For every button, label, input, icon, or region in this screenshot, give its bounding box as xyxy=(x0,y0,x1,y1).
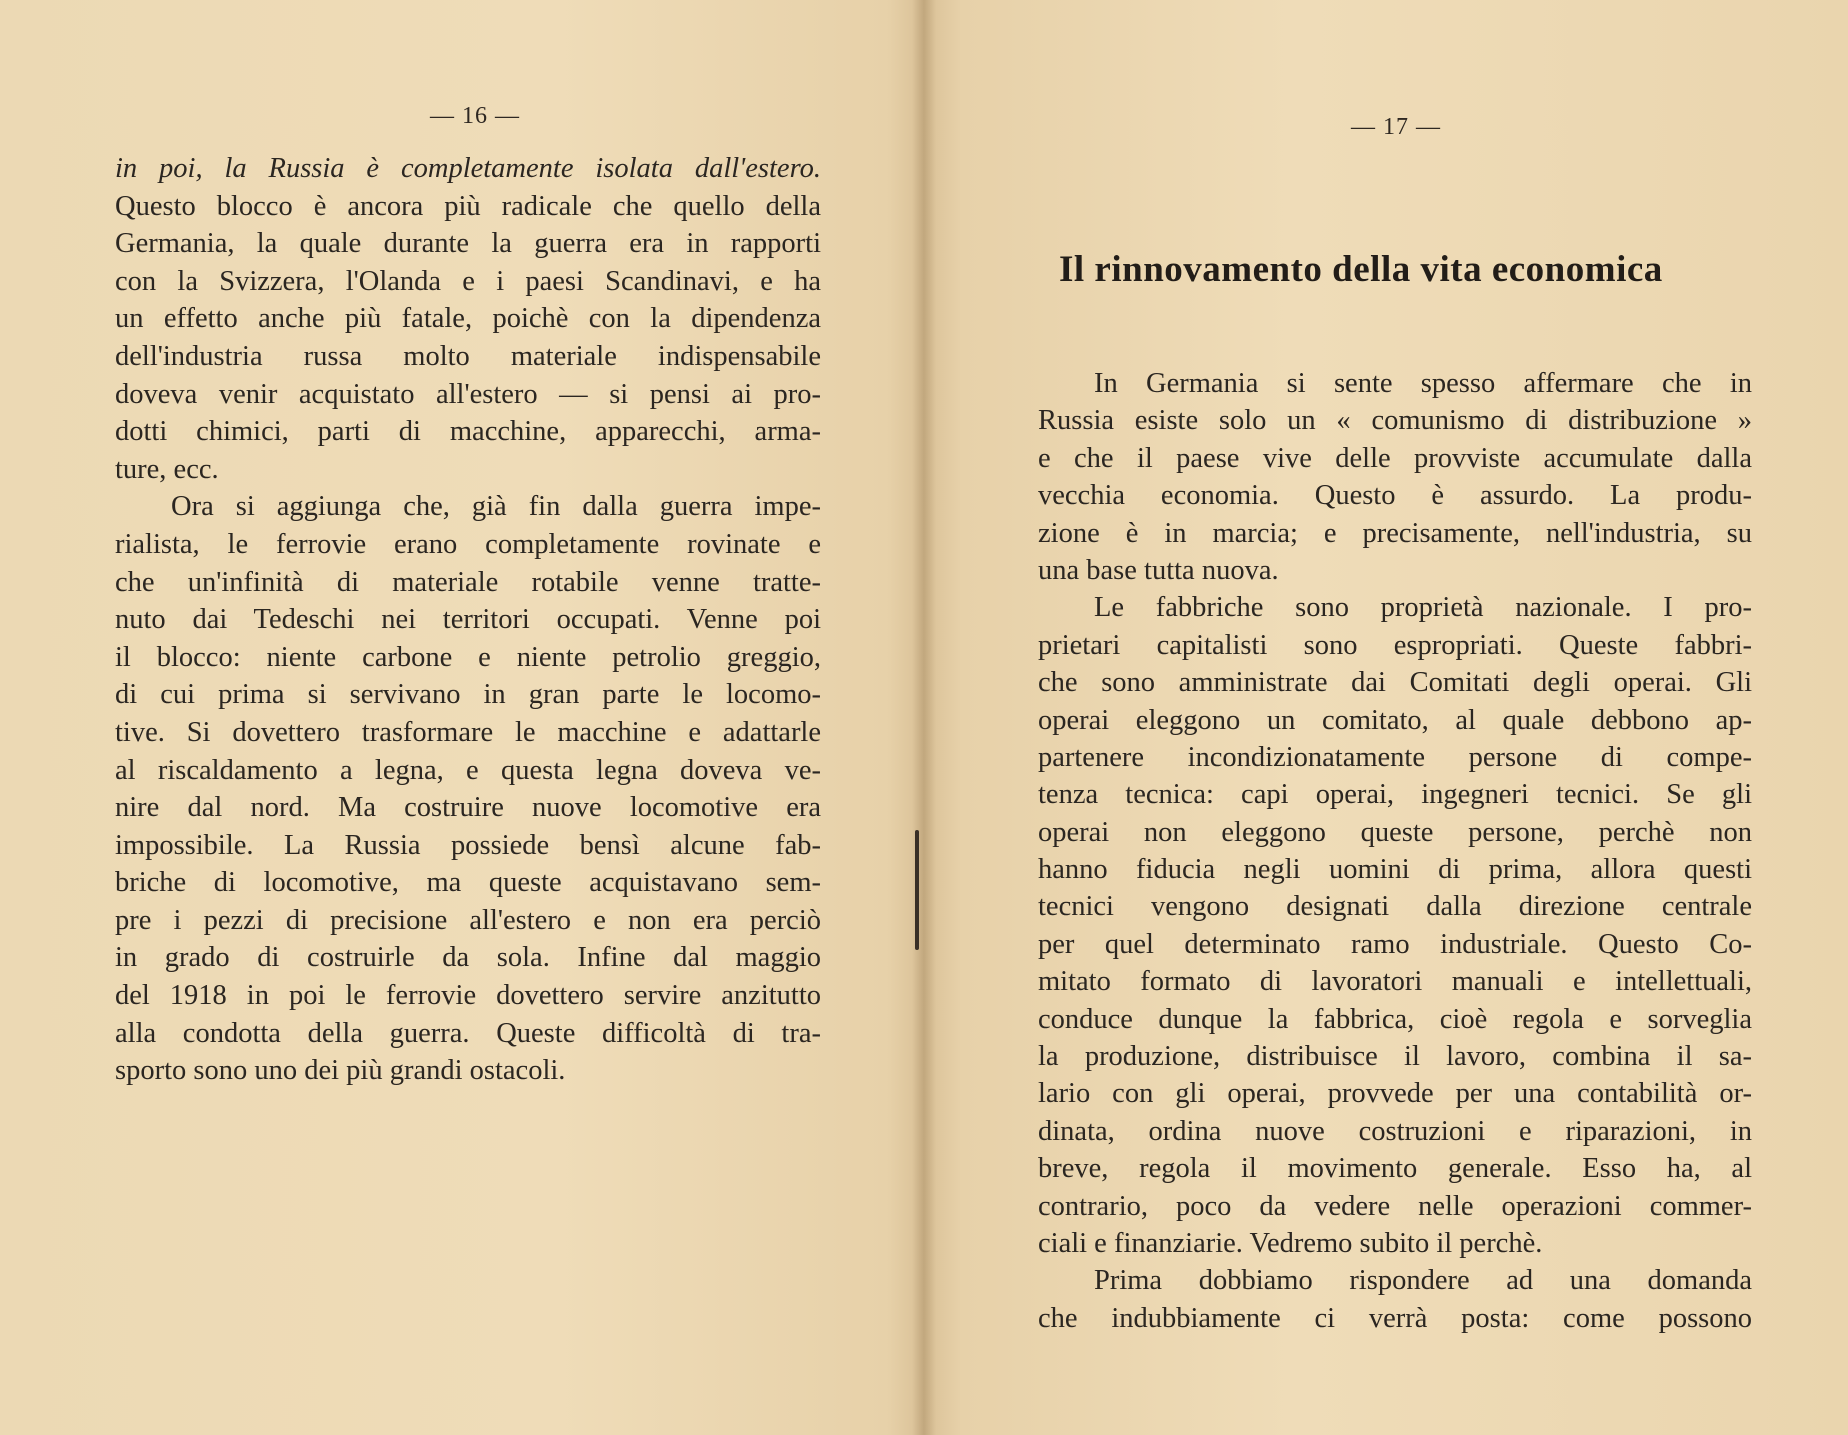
text-line: al riscaldamento a legna, e questa legna doveva ve- xyxy=(115,754,821,786)
text-line: e che il paese vive delle provviste accumulate dalla xyxy=(1038,442,1752,474)
text-line: partenere incondizionatamente persone di compe- xyxy=(1038,741,1752,773)
text-line: In Germania si sente spesso affermare che in xyxy=(1094,368,1752,399)
page-number: — 17 — xyxy=(1351,114,1441,140)
text-line: lario con gli operai, provvede per una contabilità or- xyxy=(1038,1078,1752,1110)
text-line: in poi, la Russia è completamente isolata dall'estero. xyxy=(115,153,821,184)
body-text xyxy=(115,150,821,1090)
text-line: che sono amministrate dai Comitati degli operai. Gli xyxy=(1038,667,1752,699)
text-line: ciali e finanziarie. Vedremo subito il perchè. xyxy=(1038,1227,1543,1259)
text-line: nuto dai Tedeschi nei territori occupati. Venne poi xyxy=(115,604,821,636)
left-page xyxy=(0,0,912,1435)
text-line: dotti chimici, parti di macchine, apparecchi, arma- xyxy=(115,416,821,448)
text-line: del 1918 in poi le ferrovie dovettero servire anzitutto xyxy=(115,980,821,1012)
text-line: nire dal nord. Ma costruire nuove locomotive era xyxy=(115,792,821,824)
text-line: prietari capitalisti sono espropriati. Queste fabbri- xyxy=(1038,629,1752,661)
text-line: di cui prima si servivano in gran parte le locomo- xyxy=(115,679,821,711)
text-line: hanno fiducia negli uomini di prima, allora questi xyxy=(1038,854,1752,886)
text-line: sporto sono uno dei più grandi ostacoli. xyxy=(115,1055,566,1087)
text-line: Germania, la quale durante la guerra era in rapporti xyxy=(115,228,821,260)
text-line: Prima dobbiamo rispondere ad una domanda xyxy=(1094,1265,1752,1297)
text-line: doveva venir acquistato all'estero — si pensi ai pro- xyxy=(115,378,821,410)
text-line: una base tutta nuova. xyxy=(1038,554,1279,586)
book-gutter xyxy=(912,0,936,1435)
text-line: con la Svizzera, l'Olanda e i paesi Scandinavi, e ha xyxy=(115,265,821,297)
text-line: che un'infinità di materiale rotabile venne tratte- xyxy=(115,566,821,598)
text-line: dinata, ordina nuove costruzioni e riparazioni, in xyxy=(1038,1115,1752,1147)
text-line: dell'industria russa molto materiale indispensabile xyxy=(115,340,821,372)
text-line: breve, regola il movimento generale. Esso ha, al xyxy=(1038,1153,1752,1185)
text-line: un effetto anche più fatale, poichè con la dipendenza xyxy=(115,303,821,335)
text-line: conduce dunque la fabbrica, cioè regola e sorveglia xyxy=(1038,1003,1752,1035)
text-line: alla condotta della guerra. Queste difficoltà di tra- xyxy=(115,1017,821,1049)
body-text xyxy=(1038,365,1752,1337)
text-line: pre i pezzi di precisione all'estero e non era perciò xyxy=(115,904,821,936)
text-line: tive. Si dovettero trasformare le macchine e adattarle xyxy=(115,716,821,748)
text-line: Questo blocco è ancora più radicale che quello della xyxy=(115,190,821,222)
right-page xyxy=(936,0,1848,1435)
page-number: — 16 — xyxy=(430,103,520,129)
text-line: impossibile. La Russia possiede bensì alcune fab- xyxy=(115,829,821,861)
text-line: la produzione, distribuisce il lavoro, combina il sa- xyxy=(1038,1041,1752,1073)
text-line: zione è in marcia; e precisamente, nell'industria, su xyxy=(1038,517,1752,549)
text-line: tenza tecnica: capi operai, ingegneri tecnici. Se gli xyxy=(1038,779,1752,811)
text-line: contrario, poco da vedere nelle operazioni commer- xyxy=(1038,1190,1752,1222)
text-line: operai eleggono un comitato, al quale debbono ap- xyxy=(1038,704,1752,736)
text-line: Russia esiste solo un « comunismo di distribuzione » xyxy=(1038,405,1752,437)
chapter-title: Il rinnovamento della vita economica xyxy=(1059,249,1663,290)
text-line: in grado di costruirle da sola. Infine dal maggio xyxy=(115,942,821,974)
text-line: vecchia economia. Questo è assurdo. La produ- xyxy=(1038,480,1752,512)
text-line: Le fabbriche sono proprietà nazionale. I pro- xyxy=(1094,592,1752,624)
text-line: operai non eleggono queste persone, perchè non xyxy=(1038,816,1752,848)
text-line: tecnici vengono designati dalla direzione centrale xyxy=(1038,891,1752,923)
text-line: rialista, le ferrovie erano completamente rovinate e xyxy=(115,528,821,560)
text-line: che indubbiamente ci verrà posta: come possono xyxy=(1038,1302,1752,1334)
text-line: Ora si aggiunga che, già fin dalla guerra impe- xyxy=(171,491,821,523)
text-line: mitato formato di lavoratori manuali e intellettuali, xyxy=(1038,966,1752,998)
text-line: ture, ecc. xyxy=(115,453,219,485)
text-line: il blocco: niente carbone e niente petrolio greggio, xyxy=(115,641,821,673)
staple-bottom xyxy=(915,905,919,950)
text-line: per quel determinato ramo industriale. Questo Co- xyxy=(1038,928,1752,960)
text-line: briche di locomotive, ma queste acquistavano sem- xyxy=(115,867,821,899)
